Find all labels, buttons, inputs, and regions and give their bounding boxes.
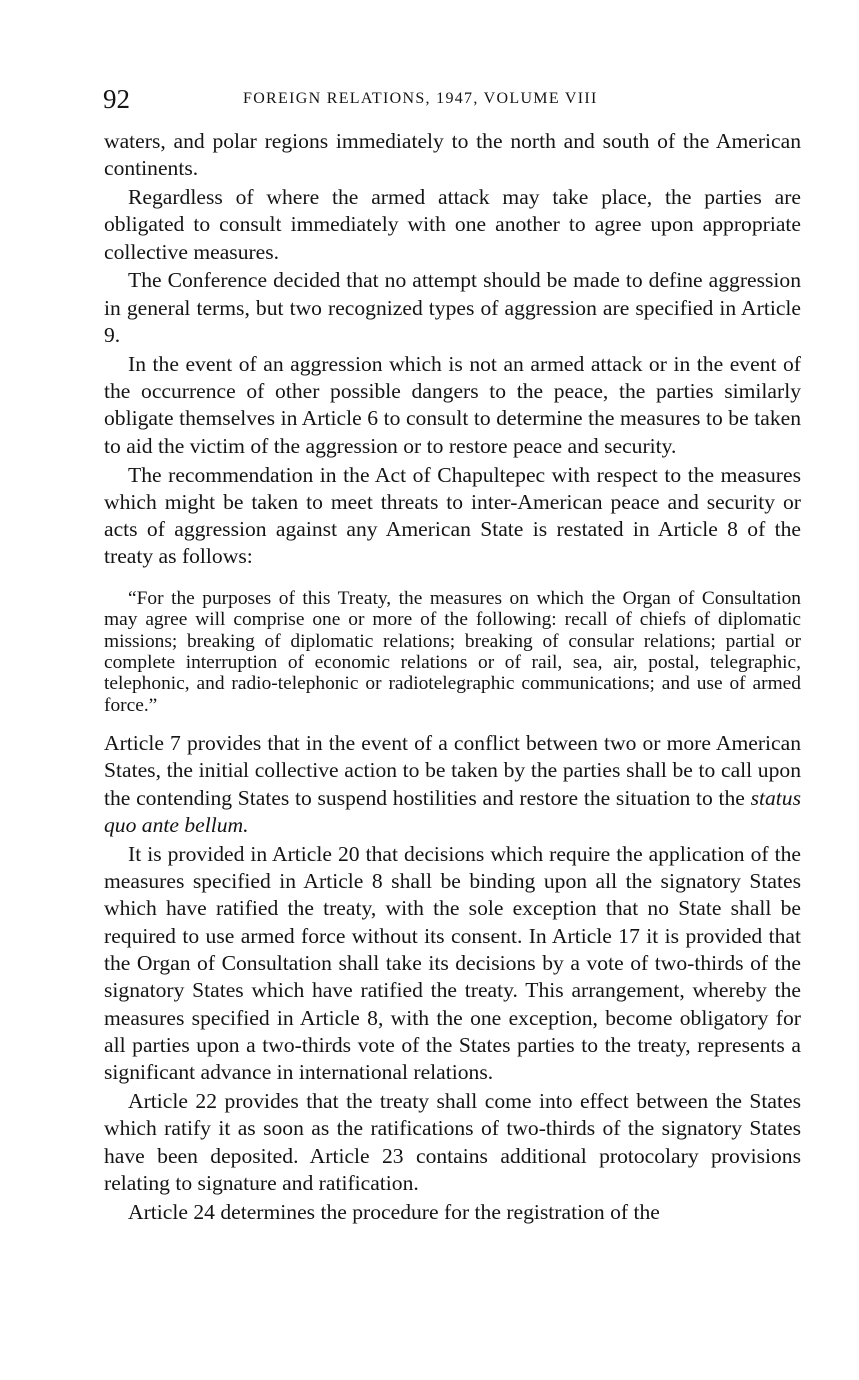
paragraph: It is provided in Article 20 that decisions which require the application of the measures specified in Article 8 shall be binding upon all the signatory States which have ratified the treaty, with the sole exception that no State shall be required to use armed force without its consent. In Article 17 it is provided that the Organ of Consultation shall take its decisions by a vote of two-thirds of the signatory States which have ratified the treaty. This arrangement, whereby the measures specified in Article 8, with the one exception, become obligatory for all parties upon a two-thirds vote of the States parties to the treaty, represents a significant advance in international relations. (104, 841, 801, 1085)
paragraph: In the event of an aggression which is not an armed attack or in the event of the occurrence of other possible dangers to the peace, the parties similarly obligate themselves in Article 6 to consult to determine the measures to be taken to aid the victim of the aggression or to restore peace and security. (104, 351, 801, 458)
body-text (104, 128, 801, 1228)
paragraph: Regardless of where the armed attack may take place, the parties are obligated to consult immediately with one another to agree upon appropriate collective measures. (104, 185, 801, 264)
running-head: FOREIGN RELATIONS, 1947, VOLUME VIII (243, 90, 598, 107)
paragraph-continuation: waters, and polar regions immediately to the north and south of the American continents. (104, 129, 801, 181)
paragraph: The Conference decided that no attempt should be made to define aggression in general terms, but two recognized types of aggression are specified in Article 9. (104, 268, 801, 348)
page-header (103, 84, 803, 114)
page-number: 92 (103, 84, 130, 114)
paragraph-text: Article 7 provides that in the event of a conflict between two or more American States, the initial collective action to be taken by the parties shall be to call upon the contending States to suspend hostilities and restore the situation to the (104, 731, 801, 810)
block-quote (104, 588, 801, 716)
paragraph (104, 730, 801, 839)
quote-text: “For the purposes of this Treaty, the measures on which the Organ of Consultation may agree will comprise one or more of the following: recall of chiefs of diplomatic missions; breaking of diplomatic relations; breaking of consular relations; partial or complete interruption of economic relations or of rail, sea, air, postal, telegraphic, telephonic, and radio-telephonic or radiotelegraphic communications; and use of armed force.” (104, 587, 801, 716)
latin-phrase: status quo ante bellum. (104, 785, 801, 838)
paragraph: Article 22 provides that the treaty shall come into effect between the States which ratify it as soon as the ratifications of two-thirds of the signatory States have been deposited. Article 23 contains additional protocolary provisions relating to signature and ratification. (104, 1089, 801, 1195)
paragraph: Article 24 determines the procedure for the registration of the (128, 1199, 660, 1224)
paragraph: The recommendation in the Act of Chapultepec with respect to the measures which might be taken to meet threats to inter-American peace and security or acts of aggression against any American State is restated in Article 8 of the treaty as follows: (104, 462, 801, 569)
